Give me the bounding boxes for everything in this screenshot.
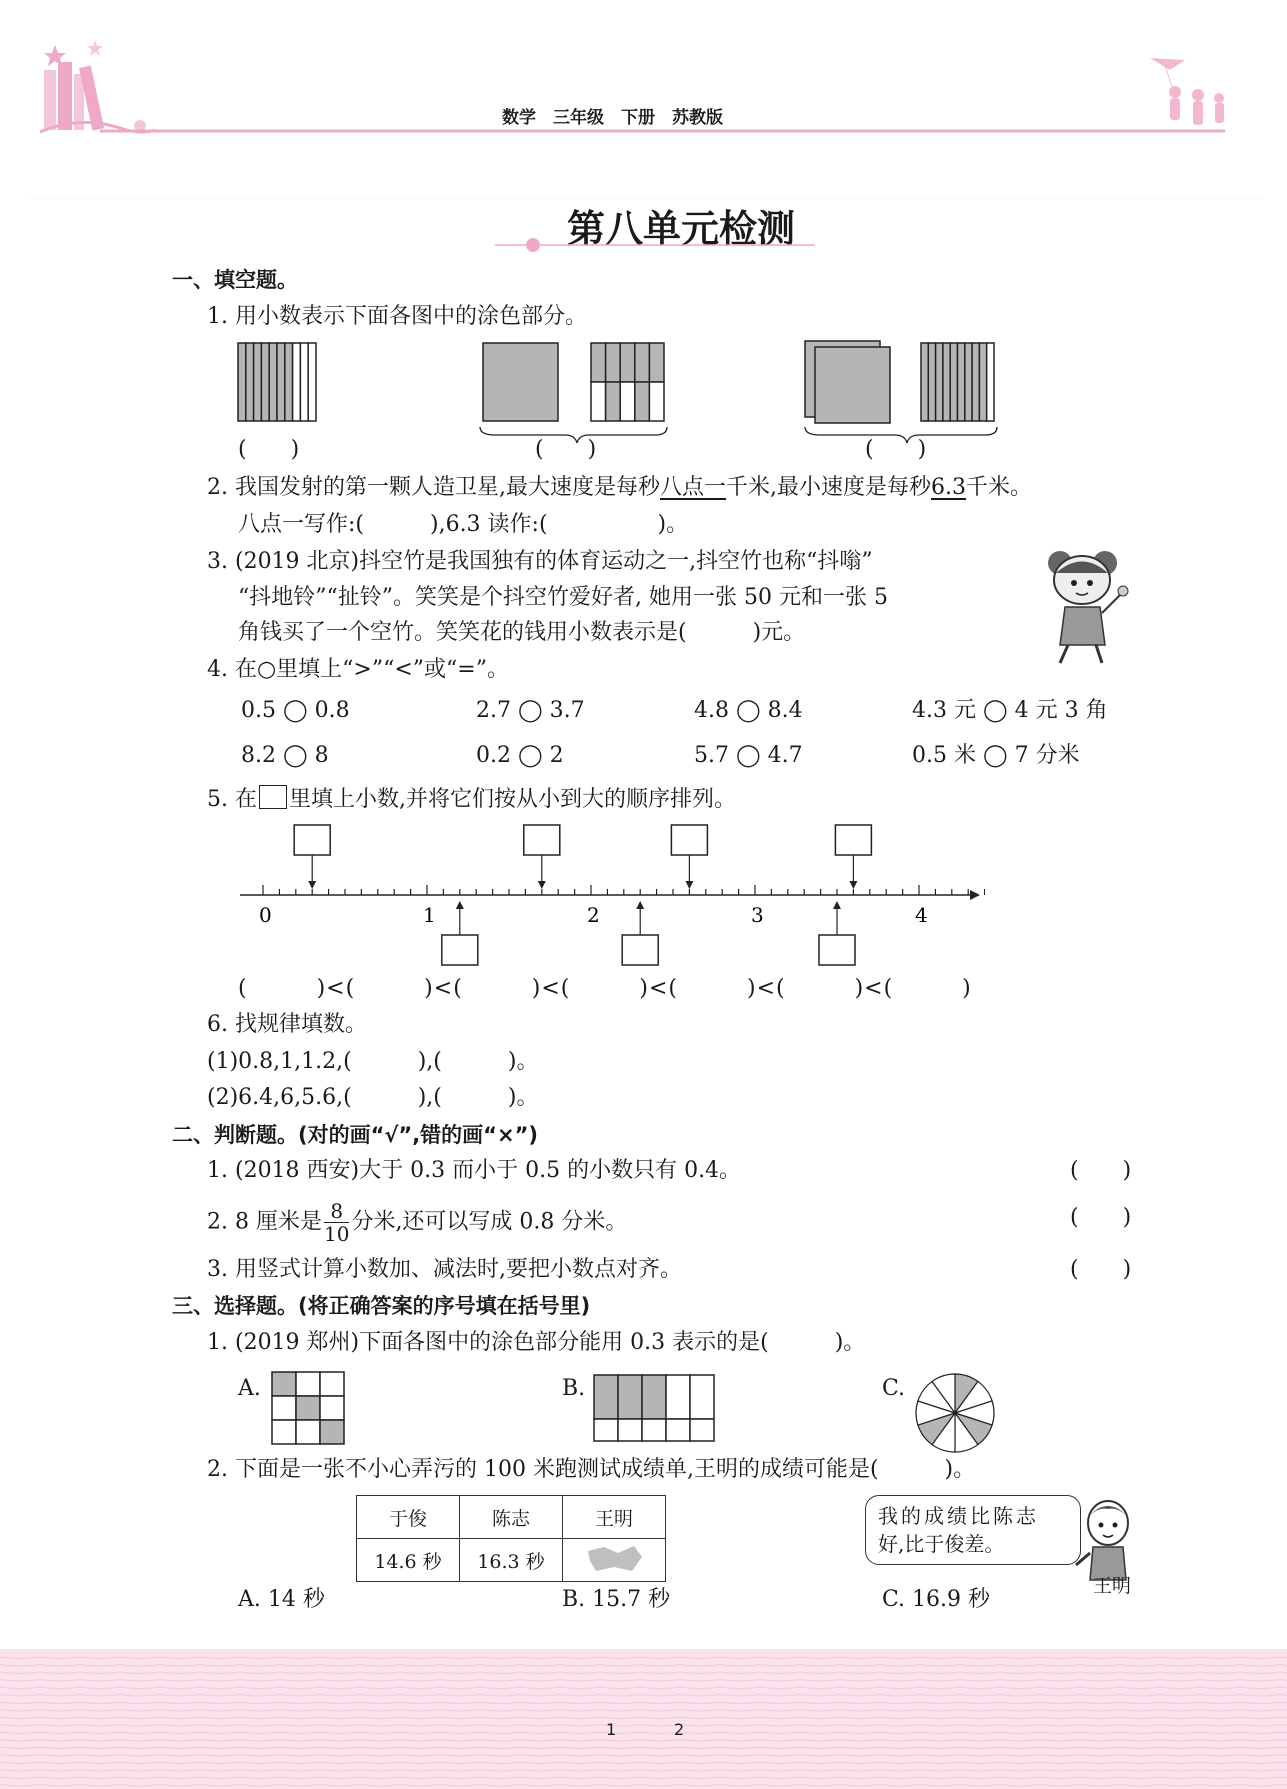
arrow-head bbox=[456, 901, 464, 909]
q4-row2-item2 bbox=[476, 741, 564, 771]
page-number-right: 2 bbox=[674, 1720, 685, 1739]
q4-left-value: 5.7 bbox=[694, 743, 729, 768]
children-kite-icon bbox=[1150, 58, 1224, 125]
q2-underline-1: 八点一 bbox=[659, 475, 726, 500]
score-value-yujun: 14.6 秒 bbox=[357, 1539, 460, 1582]
judge-1-answer[interactable]: ( ) bbox=[1070, 1158, 1132, 1183]
speech-bubble bbox=[865, 1495, 1081, 1565]
q6-text: 6. 找规律填数。 bbox=[207, 1012, 367, 1037]
q1-answer-2[interactable]: ( ) bbox=[535, 437, 597, 462]
section-fill-in-title: 一、填空题。 bbox=[172, 268, 298, 292]
arrow-head bbox=[685, 881, 693, 889]
q4-text: 4. 在○里填上“>”“<”或“=”。 bbox=[207, 657, 509, 682]
answer-box[interactable] bbox=[524, 825, 560, 855]
number-line bbox=[225, 815, 985, 975]
arrow-head bbox=[833, 901, 841, 909]
q4-left-value: 4.8 bbox=[694, 698, 729, 723]
q4-left-value: 4.3 元 bbox=[912, 698, 976, 723]
answer-box[interactable] bbox=[671, 825, 707, 855]
compare-circle-icon[interactable]: ◯ bbox=[982, 743, 1008, 768]
q4-row1-item3 bbox=[694, 696, 803, 726]
judge-2-text bbox=[207, 1200, 627, 1245]
answer-box[interactable] bbox=[819, 935, 855, 965]
q4-right-value: 3.7 bbox=[549, 698, 585, 723]
option-b-grid[interactable] bbox=[592, 1373, 722, 1453]
q5-text-b: 里填上小数,并将它们按从小到大的顺序排列。 bbox=[288, 787, 736, 812]
compare-circle-icon[interactable]: ◯ bbox=[736, 743, 761, 768]
answer-box[interactable] bbox=[622, 935, 658, 965]
score-stain-cell bbox=[563, 1539, 666, 1582]
arrow-head bbox=[308, 881, 316, 889]
choice-1-option-a[interactable]: A. bbox=[238, 1376, 261, 1401]
score-table bbox=[356, 1495, 666, 1582]
books-logo-icon bbox=[0, 0, 1287, 200]
q2-text-a: 2. 我国发射的第一颗人造卫星,最大速度是每秒 bbox=[207, 475, 660, 500]
score-header-yujun: 于俊 bbox=[357, 1496, 460, 1539]
q4-row1-item1 bbox=[241, 696, 350, 726]
q6-part1[interactable]: (1)0.8,1,1.2,( ),( )。 bbox=[207, 1049, 539, 1074]
q4-right-value: 0.8 bbox=[314, 698, 350, 723]
number-line-label: 0 bbox=[259, 903, 272, 927]
q1-answer-1[interactable]: ( ) bbox=[238, 437, 300, 462]
q6-part2[interactable]: (2)6.4,6,5.6,( ),( )。 bbox=[207, 1085, 539, 1110]
fraction-denominator: 10 bbox=[323, 1222, 350, 1246]
judge-2-answer[interactable]: ( ) bbox=[1070, 1205, 1132, 1230]
q2-text-c: 千米。 bbox=[966, 475, 1033, 500]
q4-right-value: 7 分米 bbox=[1014, 743, 1080, 768]
answer-box[interactable] bbox=[294, 825, 330, 855]
fraction-numerator: 8 bbox=[324, 1200, 349, 1223]
q4-row2-item4 bbox=[912, 741, 1080, 771]
q4-row1-item2 bbox=[476, 696, 585, 726]
q3-line3[interactable]: 角钱买了一个空竹。笑笑花的钱用小数表示是( )元。 bbox=[238, 620, 806, 645]
number-line-label: 4 bbox=[915, 903, 928, 927]
section-choice-title: 三、选择题。(将正确答案的序号填在括号里) bbox=[172, 1294, 591, 1318]
girl-diabolo-icon bbox=[1030, 535, 1130, 665]
q4-left-value: 8.2 bbox=[241, 743, 276, 768]
compare-circle-icon[interactable]: ◯ bbox=[283, 743, 308, 768]
choice-1-text[interactable]: 1. (2019 郑州)下面各图中的涂色部分能用 0.3 表示的是( )。 bbox=[207, 1330, 866, 1355]
q5-text-a: 5. 在 bbox=[207, 787, 257, 812]
q5-order-answer[interactable]: ( )<( )<( )<( )<( )<( )<( ) bbox=[238, 976, 972, 1001]
score-value-chenzhi: 16.3 秒 bbox=[460, 1539, 563, 1582]
q1-answer-3[interactable]: ( ) bbox=[865, 437, 927, 462]
judge-2-text-a: 2. 8 厘米是 bbox=[207, 1209, 322, 1235]
compare-circle-icon[interactable]: ◯ bbox=[982, 698, 1008, 723]
upper-answer-boxes bbox=[294, 825, 871, 889]
header-decoration bbox=[0, 0, 1287, 200]
bubble-line1: 我的成绩比陈志 bbox=[878, 1504, 1039, 1528]
q2-line2[interactable]: 八点一写作:( ),6.3 读作:( )。 bbox=[238, 512, 689, 537]
stain-icon bbox=[584, 1543, 644, 1573]
compare-circle-icon[interactable]: ◯ bbox=[283, 698, 308, 723]
choice-2-text[interactable]: 2. 下面是一张不小心弄污的 100 米跑测试成绩单,王明的成绩可能是( )。 bbox=[207, 1457, 976, 1482]
score-header-wangming: 王明 bbox=[563, 1496, 666, 1539]
q5-text bbox=[207, 785, 736, 815]
q4-right-value: 4 元 3 角 bbox=[1014, 698, 1108, 723]
answer-box[interactable] bbox=[442, 935, 478, 965]
choice-2-answer-b[interactable]: B. 15.7 秒 bbox=[562, 1587, 671, 1612]
q3-line2: “抖地铃”“扯铃”。笑笑是个抖空竹爱好者, 她用一张 50 元和一张 5 bbox=[238, 585, 888, 610]
footer-wave-band bbox=[0, 1649, 1287, 1789]
score-header-chenzhi: 陈志 bbox=[460, 1496, 563, 1539]
q4-right-value: 2 bbox=[549, 743, 564, 768]
boy-name-label: 王明 bbox=[1093, 1575, 1132, 1597]
compare-circle-icon[interactable]: ◯ bbox=[736, 698, 761, 723]
q2-text-b: 千米,最小速度是每秒 bbox=[726, 475, 931, 500]
arrow-head bbox=[849, 881, 857, 889]
page-number-left: 1 bbox=[606, 1720, 617, 1739]
q4-left-value: 0.5 bbox=[241, 698, 276, 723]
number-line-label: 1 bbox=[423, 903, 436, 927]
number-line-labels bbox=[259, 903, 928, 927]
number-line-ticks bbox=[263, 885, 985, 895]
q4-right-value: 8.4 bbox=[767, 698, 803, 723]
arrow-head bbox=[538, 881, 546, 889]
choice-2-answer-a[interactable]: A. 14 秒 bbox=[238, 1587, 325, 1612]
q4-left-value: 0.2 bbox=[476, 743, 511, 768]
answer-box[interactable] bbox=[835, 825, 871, 855]
book-info: 数学 三年级 下册 苏教版 bbox=[502, 108, 723, 128]
number-line-label: 2 bbox=[587, 903, 600, 927]
judge-1-text: 1. (2018 西安)大于 0.3 而小于 0.5 的小数只有 0.4。 bbox=[207, 1158, 742, 1183]
q2-underline-2: 6.3 bbox=[931, 475, 966, 500]
blank-box-icon bbox=[259, 785, 287, 809]
q1-figures bbox=[225, 335, 1185, 465]
number-line-label: 3 bbox=[751, 903, 764, 927]
choice-1-option-b[interactable]: B. bbox=[562, 1376, 586, 1401]
judge-2-text-b: 分米,还可以写成 0.8 分米。 bbox=[351, 1209, 628, 1235]
q4-left-value: 2.7 bbox=[476, 698, 511, 723]
title-underline bbox=[495, 236, 815, 256]
q4-right-value: 8 bbox=[314, 743, 329, 768]
section-judge-title: 二、判断题。(对的画“√”,错的画“×”) bbox=[172, 1123, 538, 1147]
option-a-grid[interactable] bbox=[270, 1370, 350, 1450]
bubble-line2: 好,比于俊差。 bbox=[878, 1532, 1005, 1556]
page-title: 第八单元检测 bbox=[567, 206, 796, 251]
choice-1-option-c[interactable]: C. bbox=[882, 1376, 906, 1401]
q4-row2-item3 bbox=[694, 741, 803, 771]
arrow-head bbox=[636, 901, 644, 909]
q4-right-value: 4.7 bbox=[767, 743, 803, 768]
q4-row1-item4 bbox=[912, 696, 1108, 726]
compare-circle-icon[interactable]: ◯ bbox=[518, 743, 543, 768]
choice-2-answer-c[interactable]: C. 16.9 秒 bbox=[882, 1587, 991, 1612]
q3-line1: 3. (2019 北京)抖空竹是我国独有的体育运动之一,抖空竹也称“抖嗡” bbox=[207, 549, 873, 574]
fraction bbox=[324, 1200, 349, 1245]
judge-3-answer[interactable]: ( ) bbox=[1070, 1257, 1132, 1282]
q2-line1 bbox=[207, 473, 1032, 503]
judge-3-text: 3. 用竖式计算小数加、减法时,要把小数点对齐。 bbox=[207, 1257, 682, 1282]
q4-row2-item1 bbox=[241, 741, 329, 771]
option-c-circle[interactable] bbox=[912, 1370, 998, 1456]
compare-circle-icon[interactable]: ◯ bbox=[518, 698, 543, 723]
q4-left-value: 0.5 米 bbox=[912, 743, 976, 768]
q1-text: 1. 用小数表示下面各图中的涂色部分。 bbox=[207, 304, 587, 329]
lower-answer-boxes bbox=[442, 901, 855, 965]
